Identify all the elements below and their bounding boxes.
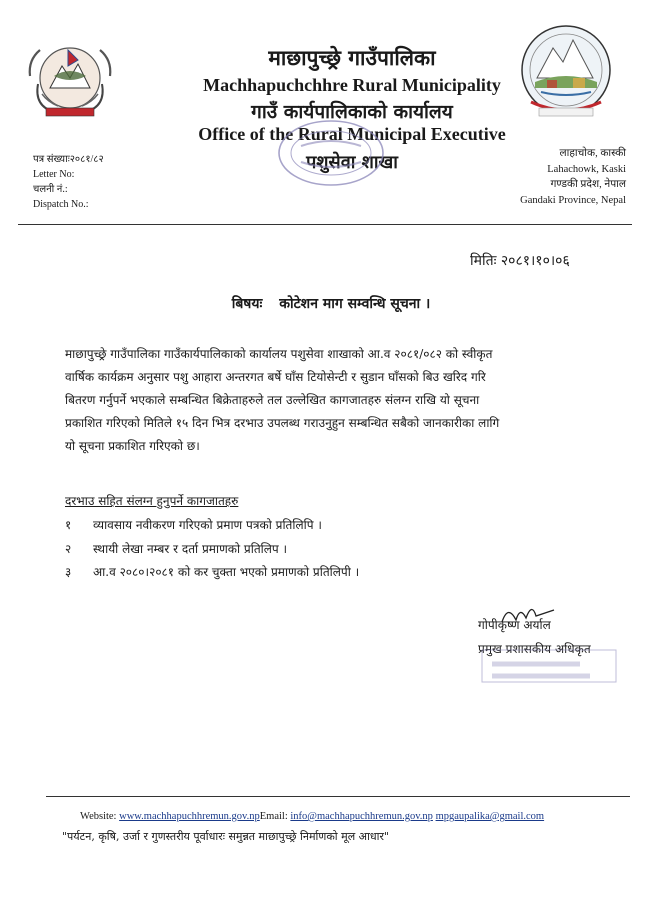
letter-no-en: Letter No:	[33, 169, 75, 180]
list-item-number: २	[65, 542, 72, 556]
list-item-number: १	[65, 518, 72, 532]
header-divider	[18, 224, 632, 225]
dispatch-no-np: चलनी नं.:	[33, 184, 68, 195]
section-name-np: पशुसेवा शाखा	[306, 152, 398, 173]
footer-divider	[46, 796, 630, 797]
subject-text: कोटेशन माग सम्वन्धि सूचना ।	[279, 296, 431, 312]
body-line: वार्षिक कार्यक्रम अनुसार पशु आहारा अन्तरगत बर्षे घाँस टियोसेन्टी र सुडान घाँसको बिउ खरिद गरि	[65, 370, 486, 384]
list-item	[65, 540, 287, 557]
office-name-np: गाउँ कार्यपालिकाको कार्यालय	[251, 101, 453, 123]
province-np: गण्डकी प्रदेश, नेपाल	[550, 179, 626, 190]
email-link[interactable]: info@machhapuchhremun.gov.np	[290, 811, 433, 822]
website-link[interactable]: www.machhapuchhremun.gov.np	[119, 811, 260, 822]
dispatch-no-en: Dispatch No.:	[33, 199, 89, 210]
list-item-number: ३	[65, 565, 72, 579]
municipality-name-en: Machhapuchchhre Rural Municipality	[203, 75, 501, 95]
list-item	[65, 516, 322, 533]
office-address	[520, 146, 626, 208]
address-np: लाहाचोक, कास्की	[559, 148, 626, 159]
address-en: Lahachowk, Kaski	[547, 163, 626, 175]
municipality-name-np: माछापुच्छ्रे गाउँपालिका	[268, 45, 436, 70]
footer-motto: "पर्यटन, कृषि, उर्जा र गुणस्तरीय पूर्वाधारः समुन्नत माछापुच्छ्रे निर्माणको मूल आधार"	[62, 830, 390, 843]
footer-contact	[80, 811, 544, 822]
body-line: यो सूचना प्रकाशित गरिएको छ।	[65, 439, 200, 453]
signatory-title: प्रमुख प्रशासकीय अधिकृत	[478, 642, 591, 656]
list-item	[65, 563, 359, 580]
letter-meta	[33, 152, 104, 212]
province-en: Gandaki Province, Nepal	[520, 194, 626, 206]
letter-no-np: पत्र संख्याः२०८१/८२	[33, 154, 104, 165]
body-line: बितरण गर्नुपर्ने भएकाले सम्बन्धित बिक्रेताहरुले तल उल्लेखित कागजातहरु संलग्न राखि यो सूचना	[65, 393, 480, 407]
office-stamp-icon	[276, 118, 386, 188]
body-line: माछापुच्छ्रे गाउँपालिका गाउँकार्यपालिकाको कार्यालय पशुसेवा शाखाको आ.व २०८१/०८२ को स्वीकृत	[65, 347, 493, 361]
subject-label: बिषयः	[231, 296, 263, 312]
email-label: Email:	[259, 811, 288, 822]
website-label: Website:	[80, 811, 117, 822]
notice-body	[65, 343, 635, 458]
documents-heading: दरभाउ सहित संलग्न हुनुपर्ने कागजातहरु	[65, 494, 239, 508]
list-item-text: व्यावसाय नवीकरण गरिएको प्रमाण पत्रको प्रतिलिपि ।	[93, 518, 322, 532]
signatory-name: गोपीकृष्ण अर्याल	[478, 618, 551, 632]
list-item-text: स्थायी लेखा नम्बर र दर्ता प्रमाणको प्रतिलिप ।	[93, 542, 288, 556]
letter-date: मितिः २०८१।१०।०६	[470, 253, 570, 269]
office-name-en: Office of the Rural Municipal Executive	[198, 124, 506, 144]
subject-line	[0, 294, 662, 313]
email-link-secondary[interactable]: mpgaupalika@gmail.com	[435, 811, 545, 822]
list-item-text: आ.व २०८०।२०८१ को कर चुक्ता भएको प्रमाणको प्रतिलिपी ।	[93, 565, 360, 579]
signatory-stamp-icon	[480, 646, 620, 686]
body-line: प्रकाशित गरिएको मितिले १५ दिन भित्र दरभाउ उपलब्ध गराउनुहुन सम्बन्धित सबैको जानकारीका लागि	[65, 416, 500, 430]
